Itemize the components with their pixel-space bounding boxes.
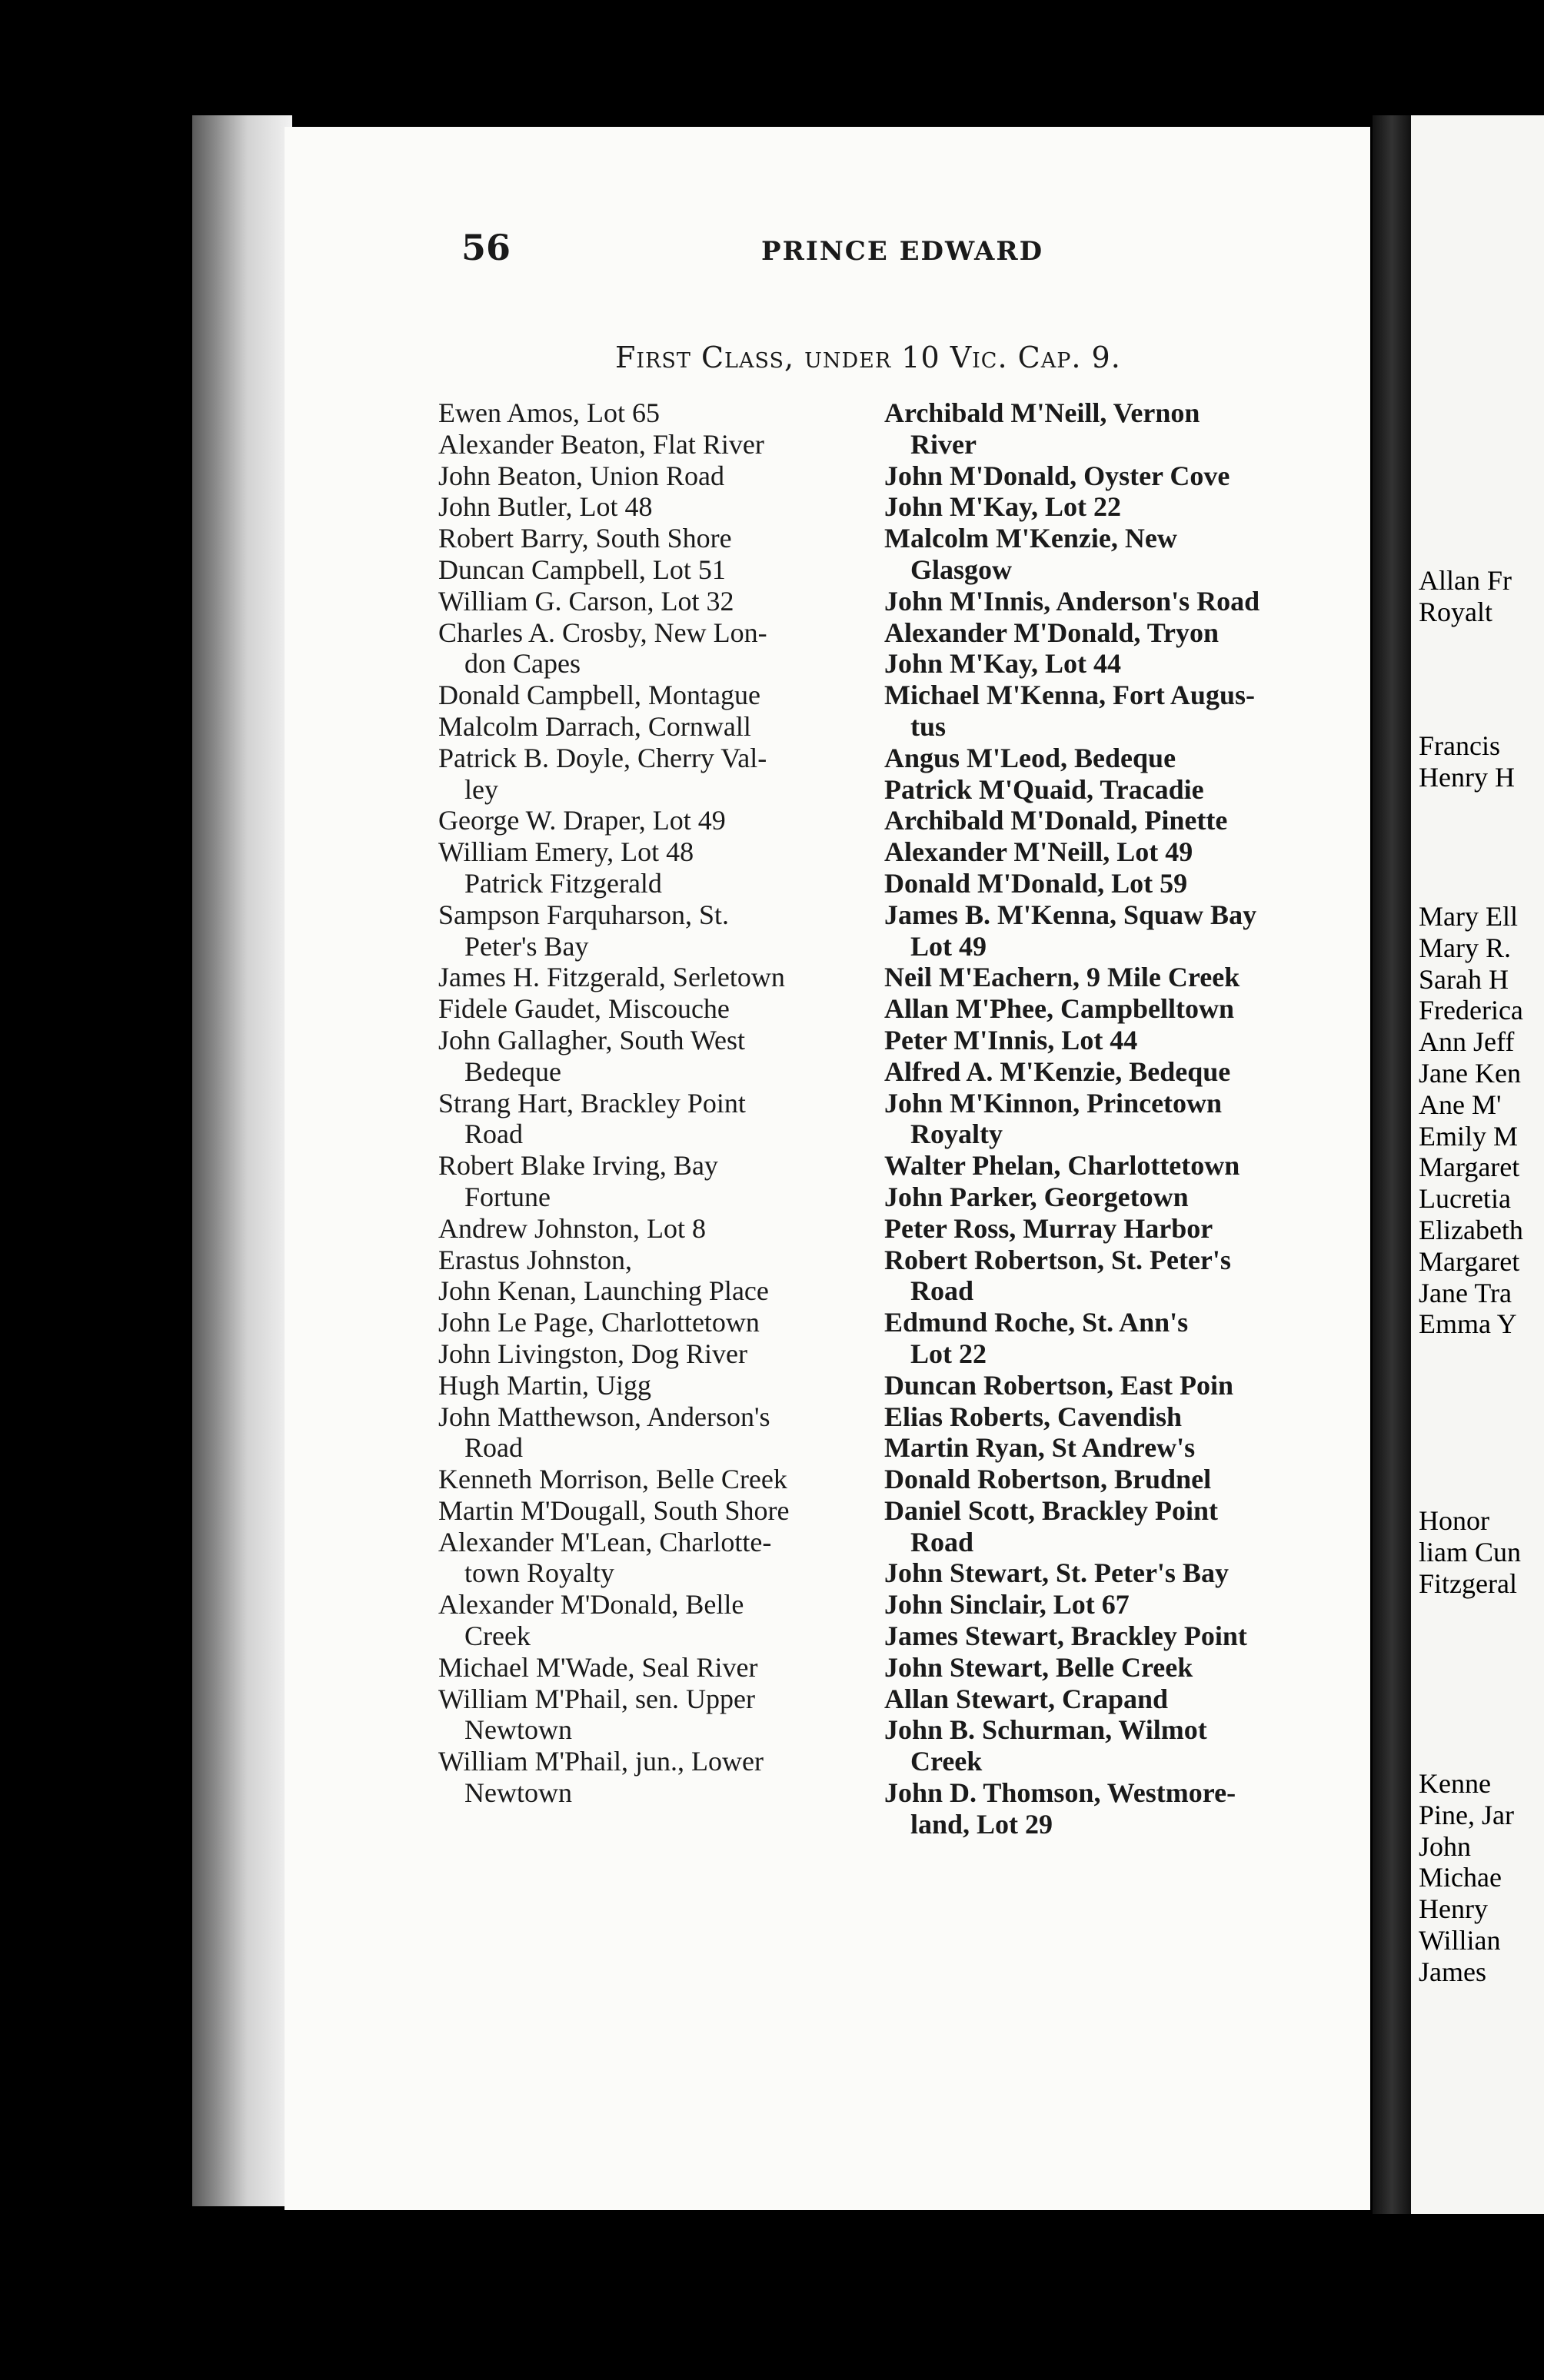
- list-entry: Kenneth Morrison, Belle Creek: [438, 1464, 787, 1495]
- next-page-line: Honor: [1419, 1505, 1489, 1536]
- list-entry: James B. M'Kenna, Squaw Bay: [884, 899, 1257, 930]
- list-entry: Martin Ryan, St Andrew's: [884, 1432, 1196, 1464]
- list-entry: Archibald M'Neill, Vernon: [884, 397, 1200, 428]
- list-entry: John Livingston, Dog River: [438, 1338, 747, 1369]
- next-page-line: Willian: [1419, 1924, 1501, 1956]
- list-entry: Duncan Robertson, East Poin: [884, 1369, 1234, 1401]
- list-entry: Allan M'Phee, Campbelltown: [884, 993, 1234, 1025]
- list-entry: Martin M'Dougall, South Shore: [438, 1494, 790, 1526]
- book-page: [285, 127, 1370, 2210]
- next-page-line: Elizabeth: [1419, 1214, 1523, 1245]
- list-entry: don Capes: [464, 648, 581, 680]
- list-entry: Hugh Martin, Uigg: [438, 1369, 651, 1401]
- list-entry: Malcolm M'Kenzie, New: [884, 523, 1177, 554]
- next-page-line: Henry: [1419, 1893, 1488, 1925]
- next-page-line: Lucretia: [1419, 1183, 1511, 1215]
- list-entry: Peter Ross, Murray Harbor: [884, 1212, 1213, 1244]
- list-entry: Charles A. Crosby, New Lon-: [438, 617, 767, 648]
- list-entry: Peter M'Innis, Lot 44: [884, 1024, 1138, 1055]
- next-page-list-b: [1419, 730, 1515, 793]
- next-page-line: Ane M': [1419, 1089, 1502, 1120]
- list-entry: John Le Page, Charlottetown: [438, 1307, 760, 1338]
- list-entry: John Butler, Lot 48: [438, 491, 653, 523]
- next-page-line: Kenne: [1419, 1768, 1491, 1799]
- list-entry: John Parker, Georgetown: [884, 1181, 1189, 1212]
- list-entry: John M'Kinnon, Princetown: [884, 1087, 1223, 1119]
- list-entry: Michael M'Wade, Seal River: [438, 1651, 758, 1683]
- next-page-list-e: [1419, 1768, 1514, 1988]
- next-page-line: Frederica: [1419, 995, 1523, 1026]
- list-entry: Lot 22: [910, 1338, 987, 1369]
- list-entry: Robert Blake Irving, Bay: [438, 1150, 718, 1182]
- list-entry: Donald M'Donald, Lot 59: [884, 867, 1188, 899]
- list-entry: John Gallagher, South West: [438, 1024, 745, 1055]
- list-entry: Sampson Farquharson, St.: [438, 899, 729, 930]
- next-page-line: John: [1419, 1830, 1472, 1862]
- list-entry: John Stewart, Belle Creek: [884, 1651, 1193, 1683]
- page-number: 56: [461, 227, 511, 268]
- list-entry: John B. Schurman, Wilmot: [884, 1714, 1207, 1746]
- next-page-line: James: [1419, 1956, 1486, 1987]
- next-page-line: Jane Ken: [1419, 1057, 1521, 1089]
- list-entry: Robert Robertson, St. Peter's: [884, 1244, 1231, 1275]
- list-entry: Elias Roberts, Cavendish: [884, 1401, 1183, 1432]
- next-page-line: Ann Jeff: [1419, 1026, 1515, 1058]
- list-entry: John D. Thomson, Westmore-: [884, 1777, 1236, 1809]
- list-entry: Alfred A. M'Kenzie, Bedeque: [884, 1055, 1231, 1087]
- next-page-line: Sarah H: [1419, 963, 1509, 995]
- book-binding: [192, 115, 292, 2206]
- list-entry: Alexander M'Lean, Charlotte-: [438, 1526, 772, 1557]
- list-entry: Fidele Gaudet, Miscouche: [438, 993, 730, 1025]
- next-page-line: Pine, Jar: [1419, 1799, 1514, 1830]
- list-entry: Donald Robertson, Brudnel: [884, 1464, 1212, 1495]
- next-page-edge: [1411, 115, 1544, 2214]
- next-page-line: liam Cun: [1419, 1536, 1521, 1567]
- list-entry: James H. Fitzgerald, Serletown: [438, 962, 785, 993]
- list-entry: John M'Innis, Anderson's Road: [884, 585, 1260, 617]
- next-page-line: Francis: [1419, 730, 1500, 761]
- list-entry: Bedeque: [464, 1055, 561, 1087]
- list-entry: Fortune: [464, 1181, 551, 1212]
- list-entry: George W. Draper, Lot 49: [438, 805, 726, 836]
- next-page-list-c: [1419, 901, 1523, 1340]
- list-entry: Alexander M'Neill, Lot 49: [884, 836, 1193, 868]
- list-entry: Walter Phelan, Charlottetown: [884, 1150, 1240, 1182]
- list-entry: Patrick M'Quaid, Tracadie: [884, 773, 1204, 805]
- list-entry: Newtown: [464, 1777, 572, 1809]
- next-page-line: Michae: [1419, 1862, 1502, 1893]
- list-entry: Creek: [464, 1620, 531, 1652]
- next-page-line: Margaret: [1419, 1245, 1520, 1277]
- list-entry: William M'Phail, jun., Lower: [438, 1746, 764, 1777]
- list-entry: Glasgow: [910, 553, 1013, 585]
- list-entry: John Sinclair, Lot 67: [884, 1589, 1130, 1620]
- list-entry: Patrick Fitzgerald: [464, 867, 662, 899]
- next-page-line: Jane Tra: [1419, 1277, 1512, 1308]
- list-entry: Robert Barry, South Shore: [438, 523, 732, 554]
- list-entry: town Royalty: [464, 1557, 614, 1589]
- list-entry: William Emery, Lot 48: [438, 836, 694, 868]
- list-entry: Neil M'Eachern, 9 Mile Creek: [884, 962, 1240, 993]
- next-page-line: Mary R.: [1419, 932, 1511, 963]
- list-entry: John M'Donald, Oyster Cove: [884, 460, 1230, 491]
- right-column: [884, 397, 1346, 1840]
- list-entry: John Beaton, Union Road: [438, 460, 724, 491]
- list-entry: William M'Phail, sen. Upper: [438, 1683, 755, 1714]
- next-page-line: Mary Ell: [1419, 901, 1518, 932]
- list-entry: Donald Campbell, Montague: [438, 680, 760, 711]
- list-entry: Strang Hart, Brackley Point: [438, 1087, 746, 1119]
- next-page-list-d: [1419, 1505, 1521, 1599]
- list-entry: Alexander M'Donald, Tryon: [884, 617, 1220, 648]
- list-entry: Creek: [910, 1746, 983, 1777]
- running-title: PRINCE EDWARD: [761, 236, 1044, 267]
- next-page-line: Margaret: [1419, 1152, 1520, 1183]
- list-entry: Road: [910, 1275, 974, 1307]
- list-entry: Archibald M'Donald, Pinette: [884, 805, 1228, 836]
- list-entry: Edmund Roche, St. Ann's: [884, 1307, 1189, 1338]
- list-entry: Angus M'Leod, Bedeque: [884, 742, 1176, 773]
- next-page-line: Emily M: [1419, 1120, 1519, 1152]
- list-entry: John Kenan, Launching Place: [438, 1275, 769, 1307]
- section-title: First Class, under 10 Vic. Cap. 9.: [615, 341, 1121, 374]
- next-page-line: Henry H: [1419, 761, 1515, 793]
- list-entry: Patrick B. Doyle, Cherry Val-: [438, 742, 767, 773]
- page-gutter: [1373, 115, 1411, 2214]
- list-entry: Erastus Johnston,: [438, 1244, 632, 1275]
- list-entry: Andrew Johnston, Lot 8: [438, 1212, 706, 1244]
- list-entry: Road: [464, 1432, 523, 1464]
- list-entry: John M'Kay, Lot 22: [884, 491, 1122, 523]
- list-entry: Duncan Campbell, Lot 51: [438, 553, 726, 585]
- list-entry: Michael M'Kenna, Fort Augus-: [884, 680, 1255, 711]
- list-entry: Allan Stewart, Crapand: [884, 1683, 1169, 1714]
- list-entry: William G. Carson, Lot 32: [438, 585, 734, 617]
- left-column: [438, 397, 900, 1809]
- list-entry: Road: [464, 1119, 523, 1150]
- list-entry: Daniel Scott, Brackley Point: [884, 1494, 1218, 1526]
- next-page-line: Allan Fr: [1419, 565, 1512, 596]
- list-entry: Alexander M'Donald, Belle: [438, 1589, 744, 1620]
- list-entry: Malcolm Darrach, Cornwall: [438, 710, 751, 742]
- list-entry: John Stewart, St. Peter's Bay: [884, 1557, 1229, 1589]
- next-page-list-a: [1419, 565, 1512, 628]
- list-entry: Ewen Amos, Lot 65: [438, 397, 660, 428]
- list-entry: James Stewart, Brackley Point: [884, 1620, 1247, 1652]
- list-entry: land, Lot 29: [910, 1808, 1053, 1840]
- next-page-line: Emma Y: [1419, 1308, 1517, 1340]
- list-entry: Alexander Beaton, Flat River: [438, 428, 764, 460]
- list-entry: Lot 49: [910, 930, 987, 962]
- list-entry: Road: [910, 1526, 974, 1557]
- list-entry: John Matthewson, Anderson's: [438, 1401, 770, 1432]
- list-entry: Newtown: [464, 1714, 572, 1746]
- list-entry: John M'Kay, Lot 44: [884, 648, 1122, 680]
- next-page-line: Royalt: [1419, 596, 1492, 627]
- next-page-line: Fitzgeral: [1419, 1567, 1517, 1599]
- list-entry: Peter's Bay: [464, 930, 589, 962]
- page-header: [461, 227, 1307, 288]
- list-entry: Royalty: [910, 1119, 1003, 1150]
- list-entry: ley: [464, 773, 498, 805]
- list-entry: tus: [910, 710, 947, 742]
- list-entry: River: [910, 428, 977, 460]
